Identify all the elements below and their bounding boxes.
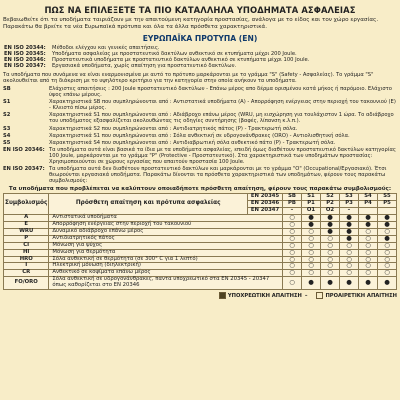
class-row — [3, 133, 397, 139]
requirements-table — [3, 193, 397, 290]
requirement-mark-icon: ○ — [378, 228, 397, 235]
row-description: Αντιστατικά υποδήματα — [49, 215, 283, 222]
requirement-mark-icon: ○ — [302, 242, 321, 249]
requirement-mark-icon: ○ — [283, 235, 302, 242]
class-text: Χαρακτηριστικά S2 που συμπληρώνονται από : Αντιδιατρητικός πάτος (P) - Τρακτερωτή σόλα. — [49, 125, 298, 132]
row-symbol: HRO — [4, 256, 49, 263]
table-heading: Τα υποδήματα που προβλέπεται να καλύπτουν οποιαδήποτε πρόσθετη απαίτηση, φέρουν τους παρακάτω συμβολισμούς: — [8, 186, 392, 193]
standard-text: Μέθοδοι ελέγχου και γενικές απαιτήσεις. — [52, 45, 160, 52]
requirement-mark-icon: ● — [359, 222, 378, 229]
requirement-mark-icon: ○ — [378, 242, 397, 249]
classes-list — [3, 86, 397, 146]
o-note: EN ISO 20347: Τα υποδήματα αυτά δεν διαθέτουν προστατευτικό δακτύλων και μαρκάρονται με το γράμμα "O" (Occupational/Εργασιακό). Έτσι θεωρούνται εργασιακά υποδήματα. Παρακάτω δίνονται τα πρόσθετα χαρακτηριστικά των υποδημάτων, φέρουν τους παρακάτω συμβολισμούς: — [3, 166, 387, 185]
requirement-mark-icon: ● — [340, 228, 359, 235]
class-code: S5 — [3, 139, 11, 146]
standard-row — [3, 63, 397, 69]
section-title: ΕΥΡΩΠΑΪΚΑ ΠΡΟΤΥΠΑ (EN) — [142, 34, 258, 44]
row-symbol: E — [4, 222, 49, 229]
s-note: Τα υποδήματα που συνάμενα να είναι εναρμονισμένα με αυτό το πρότυπο μαρκάρονται με το γράμμα "S" (Safety - Ασφαλείας). Το γράμμα "S" ακολουθείται από τη διάκριση με το υψηλότερο κριτήριο για την κατηγορία στην οποία ανήκουν τα υποδήματα. — [3, 71, 374, 84]
standard-label: EN 20347 — [248, 208, 283, 215]
requirement-mark-icon: ○ — [283, 215, 302, 222]
requirement-mark-icon: ○ — [283, 277, 302, 290]
requirement-mark-icon: ○ — [283, 222, 302, 229]
requirement-mark-icon: ○ — [359, 270, 378, 277]
requirement-mark-icon: ○ — [321, 270, 340, 277]
requirement-mark-icon: ● — [321, 215, 340, 222]
row-description: Μόνωση για θερμότητα — [49, 249, 283, 256]
row-description: Αντιδιατρητικός πάτος — [49, 235, 283, 242]
requirement-mark-icon: ○ — [378, 263, 397, 270]
requirement-mark-icon: ○ — [321, 242, 340, 249]
requirement-mark-icon: ○ — [321, 235, 340, 242]
requirement-mark-icon: ○ — [359, 242, 378, 249]
class-label: – — [283, 208, 302, 215]
requirement-mark-icon: ● — [321, 277, 340, 290]
class-label: S1 — [302, 194, 321, 201]
requirement-mark-icon: ○ — [302, 228, 321, 235]
class-label: P5 — [378, 201, 397, 208]
standard-label: EN 20345 — [248, 194, 283, 201]
standard-code: EN ISO 20347: — [4, 63, 46, 70]
class-label: P3 — [340, 201, 359, 208]
class-label: S3 — [340, 194, 359, 201]
legend-dash: – — [304, 292, 308, 299]
row-symbol: CI — [4, 242, 49, 249]
p-note: EN ISO 20346: Τα υποδήματα αυτά είναι βασικά τα ίδια με τα υποδήματα ασφαλείας, επειδή όμως διαθέτουν προστατευτικό δακτύλων κατηγορίας 100 Joule, μαρκάρονται με το γράμμα "P" (Protective - Προστατευτικό). Στα χαρακτηριστικά των υποδημάτων προστασίας: Χρησιμοποιούνται σε χώρους εργασίας που απαιτούν προστασία 100 Joule. — [3, 146, 396, 165]
col-symbol: Συμβολισμός — [4, 194, 49, 215]
requirement-mark-icon: ● — [359, 277, 378, 290]
requirement-mark-icon: ○ — [283, 242, 302, 249]
standard-label: EN 20346 — [248, 201, 283, 208]
class-label: S2 — [321, 194, 340, 201]
class-label: – — [340, 208, 359, 215]
class-row — [3, 86, 397, 98]
requirement-mark-icon: ○ — [302, 256, 321, 263]
page-title: ΠΩΣ ΝΑ ΕΠΙΛΕΞΕΤΕ ΤΑ ΠΙΟ ΚΑΤΑΛΛΗΛΑ ΥΠΟΔΗΜΑΤΑ ΑΣΦΑΛΕΙΑΣ — [44, 5, 356, 15]
requirement-mark-icon: ● — [321, 228, 340, 235]
class-text: Χαρακτηριστικά S4 που συμπληρώνονται από : Αντιδιαβρωτική σόλα ανθεκτικό πάτο (P) - Τρακτερωτή σόλα. — [49, 139, 336, 146]
requirement-mark-icon: ● — [378, 235, 397, 242]
class-text: Χαρακτηριστικά S1 που συμπληρώνονται από : Αδιάβροχο επάνω μέρος (WRU, μη εισχώρηση για τουλάχιστον 1 ώρα. Το αδιάβροχο του υποδήματος εξασφαλίζεται ακολουθώντας τις οδηγίες συντήρησης (βαφές, λίπανση κ.λ.π.). — [49, 112, 394, 125]
class-label: P4 — [359, 201, 378, 208]
row-description: Σόλα ανθεκτική σε θερμότητα (σε 300° C για 1 λεπτό) — [49, 256, 283, 263]
row-description: Μόνωση για ψύχος — [49, 242, 283, 249]
requirement-mark-icon: ○ — [340, 263, 359, 270]
requirement-mark-icon: ○ — [283, 249, 302, 256]
col-requirement: Πρόσθετη απαίτηση και πρότυπα ασφαλείας — [49, 194, 248, 215]
class-code: S4 — [3, 132, 11, 139]
requirement-mark-icon: ● — [340, 215, 359, 222]
requirement-mark-icon: ● — [302, 215, 321, 222]
legend-optional: ΠΡΟΑΙΡΕΤΙΚΗ ΑΠΑΙΤΗΣΗ — [325, 292, 397, 299]
requirement-mark-icon: ○ — [321, 256, 340, 263]
intro-text: Βεβαιωθείτε ότι τα υποδήματα ταιριάζουν με την απαιτούμενη κατηγορία προστασίας, ανάλογα με το είδος και τον χώρο εργασίας. Παρακάτω θα βρείτε τα νέα Ευρωπαϊκά πρότυπα και όλα τα άλλα πρόσθετα χαρακτηριστικά. — [3, 17, 379, 30]
class-code: SB — [3, 85, 11, 92]
requirement-mark-icon: ○ — [340, 256, 359, 263]
row-description: Ανθεκτικό σε κοψίματα επάνω μέρος — [49, 270, 283, 277]
requirement-mark-icon: ○ — [283, 228, 302, 235]
class-label: P1 — [302, 201, 321, 208]
requirement-mark-icon: ○ — [340, 242, 359, 249]
requirement-mark-icon: ○ — [302, 249, 321, 256]
optional-box-icon — [316, 292, 323, 299]
standard-code: EN ISO 20346: — [4, 57, 46, 64]
requirement-mark-icon: ● — [302, 277, 321, 290]
requirement-mark-icon: ○ — [283, 263, 302, 270]
requirement-mark-icon: ● — [340, 222, 359, 229]
requirement-mark-icon: ○ — [359, 256, 378, 263]
standard-header-row — [4, 194, 397, 201]
requirement-mark-icon: ○ — [359, 228, 378, 235]
class-text: Χαρακτηριστικά S1 που συμπληρώνονται από : Σόλα ανθεκτική σε υδρογονάνθρακες (ORO) - Αντιολισθητική σόλα. — [49, 132, 350, 139]
standard-text: Προστατευτικά υποδήματα με προστατευτικό δακτύλων ανθεκτικό σε κτυπήματα μέχρι 100 Joule. — [52, 57, 310, 64]
requirement-mark-icon: ● — [340, 235, 359, 242]
row-description: Σόλα ανθεκτική σε υδρογονάνθρακες, παντα υποχρεωτικό στα EN 20345 - 20347 όπως καθορίζεται στο EN 20346 — [49, 277, 283, 290]
requirement-mark-icon: ○ — [359, 249, 378, 256]
requirement-mark-icon: ● — [321, 222, 340, 229]
class-code: S3 — [3, 125, 11, 132]
row-symbol: A — [4, 215, 49, 222]
requirement-mark-icon: ○ — [321, 249, 340, 256]
row-symbol: WRU — [4, 228, 49, 235]
standard-text: Υποδήματα ασφαλείας με προστατευτικό δακτύλων ανθεκτικό σε κτυπήματα μέχρι 200 Joule. — [52, 51, 297, 58]
requirement-mark-icon: ○ — [359, 263, 378, 270]
legend-required: ΥΠΟΧΡΕΩΤΙΚΗ ΑΠΑΙΤΗΣΗ — [227, 292, 302, 299]
table-row — [4, 277, 397, 290]
standard-code: EN ISO 20345: — [4, 51, 46, 58]
row-description: Απορρόφηση ενέργειας στην περιοχή του τακουνιού — [49, 222, 283, 229]
row-description: Δυναμικό αδιάβροχο επάνω μέρος — [49, 228, 283, 235]
requirement-mark-icon: ○ — [340, 270, 359, 277]
requirement-mark-icon: ● — [378, 222, 397, 229]
class-row — [3, 140, 397, 146]
requirement-mark-icon: ● — [340, 277, 359, 290]
requirement-mark-icon: ● — [302, 222, 321, 229]
class-text: Χαρακτηριστικά SB που συμπληρώνονται από : Αντιστατικά υποδήματα (A) - Απορρόφηση ενέργειας στην περιοχή του τακουνιού (E) - Κλειστό πίσω μέρος. — [49, 99, 396, 112]
requirement-mark-icon: ○ — [340, 249, 359, 256]
requirement-mark-icon: ○ — [378, 270, 397, 277]
requirement-mark-icon: ○ — [321, 263, 340, 270]
standard-text: Εργασιακά υποδήματα, χωρίς απαίτηση για προστατευτικό δακτύλων. — [52, 63, 237, 70]
requirement-mark-icon: ○ — [283, 270, 302, 277]
standards-list — [3, 45, 397, 69]
class-label: O1 — [302, 208, 321, 215]
class-row — [3, 99, 397, 111]
class-label: S5 — [378, 194, 397, 201]
class-label: PB — [283, 201, 302, 208]
row-symbol: P — [4, 235, 49, 242]
requirement-mark-icon: ● — [359, 215, 378, 222]
row-symbol: HI — [4, 249, 49, 256]
row-symbol: FO/ORO — [4, 277, 49, 290]
requirement-mark-icon: ● — [378, 215, 397, 222]
class-label: S4 — [359, 194, 378, 201]
required-box-icon — [219, 292, 226, 299]
row-description: Ηλεκτρική μόνωση (διηλεκτρική) — [49, 263, 283, 270]
requirement-mark-icon: ○ — [302, 270, 321, 277]
class-label: O2 — [321, 208, 340, 215]
class-code: S2 — [3, 112, 11, 119]
class-label: SB — [283, 194, 302, 201]
requirement-mark-icon: ○ — [283, 256, 302, 263]
requirement-mark-icon: ○ — [378, 249, 397, 256]
requirement-mark-icon: ○ — [378, 256, 397, 263]
class-label: P2 — [321, 201, 340, 208]
row-symbol: I — [4, 263, 49, 270]
requirement-mark-icon: ○ — [302, 263, 321, 270]
table-row — [4, 249, 397, 256]
standard-code: EN ISO 20344: — [4, 45, 46, 52]
requirement-mark-icon: ● — [378, 277, 397, 290]
requirement-mark-icon: ○ — [302, 235, 321, 242]
row-symbol: CR — [4, 270, 49, 277]
class-text: Ελάχιστες απαιτήσεις : 200 Joule προστατευτικό δακτύλων - Επάνω μέρος απο δέρμα ορισμένου κατά μήκος ή παρόμοιο. Ελάχιστο ύψος επάνω μέρους. — [49, 85, 392, 99]
class-code: S1 — [3, 99, 11, 106]
legend — [3, 292, 397, 299]
class-row — [3, 112, 397, 124]
class-row — [3, 126, 397, 132]
requirement-mark-icon: ○ — [359, 235, 378, 242]
